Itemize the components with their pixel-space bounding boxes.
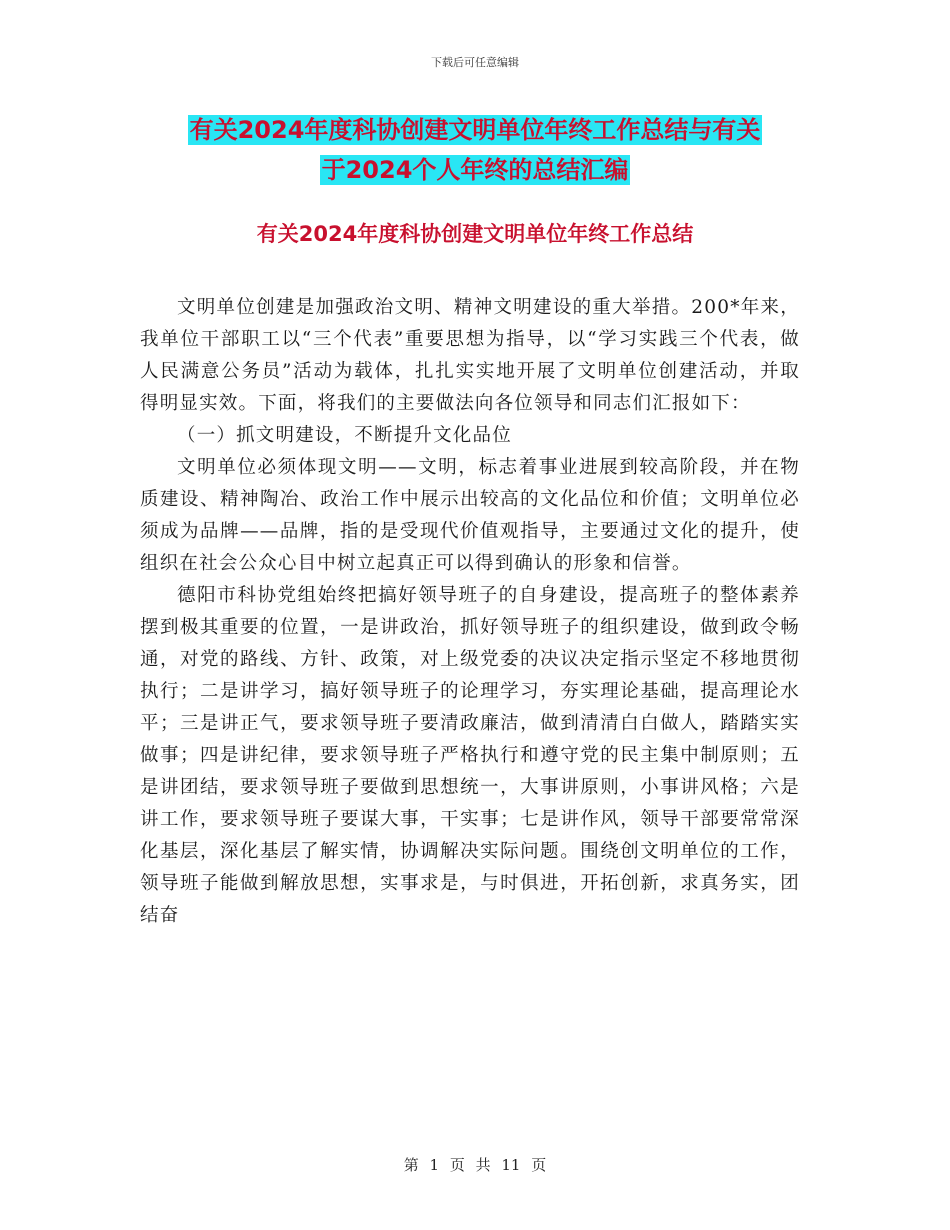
paragraph-leadership: 德阳市科协党组始终把搞好领导班子的自身建设，提高班子的整体素养摆到极其重要的位置，一是讲政治，抓好领导班子的组织建设，做到政令畅通，对党的路线、方针、政策，对上级党委的决议决定指示坚定不移地贯彻执行；二是讲学习，搞好领导班子的论理学习，夯实理论基础，提高理论水平；三是讲正气，要求领导班子要清政廉洁，做到清清白白做人，踏踏实实做事；四是讲纪律，要求领导班子严格执行和遵守党的民主集中制原则；五是讲团结，要求领导班子要做到思想统一，大事讲原则，小事讲风格；六是讲工作，要求领导班子要谋大事，干实事；七是讲作风，领导干部要常常深化基层，深化基层了解实情，协调解决实际问题。围绕创文明单位的工作，领导班子能做到解放思想，实事求是，与时俱进，开拓创新，求真务实，团结奋 [140,585,800,926]
page-header-note: 下载后可任意编辑 [431,56,519,69]
paragraph-civilization: 文明单位必须体现文明——文明，标志着事业进展到较高阶段，并在物质建设、精神陶冶、政治工作中展示出较高的文化品位和价值；文明单位必须成为品牌——品牌，指的是受现代价值观指导，主要通过文化的提升，使组织在社会公众心目中树立起真正可以得到确认的形象和信誉。 [140,457,800,574]
paragraph-intro: 文明单位创建是加强政治文明、精神文明建设的重大举措。200*年来，我单位干部职工以“三个代表”重要思想为指导，以“学习实践三个代表，做人民满意公务员”活动为载体，扎扎实实地开展了文明单位创建活动，并取得明显实效。下面，将我们的主要做法向各位领导和同志们汇报如下： [140,297,800,414]
document-title [120,110,830,190]
page-footer: 第 1 页 共 11 页 [403,1156,547,1174]
document-title-line-1: 有关2024年度科协创建文明单位年终工作总结与有关 [189,116,761,144]
section-title: 有关2024年度科协创建文明单位年终工作总结 [256,222,694,246]
paragraph-subheading: （一）抓文明建设，不断提升文化品位 [177,425,512,446]
document-title-line-2: 于2024个人年终的总结汇编 [321,156,629,184]
document-body [140,292,800,932]
